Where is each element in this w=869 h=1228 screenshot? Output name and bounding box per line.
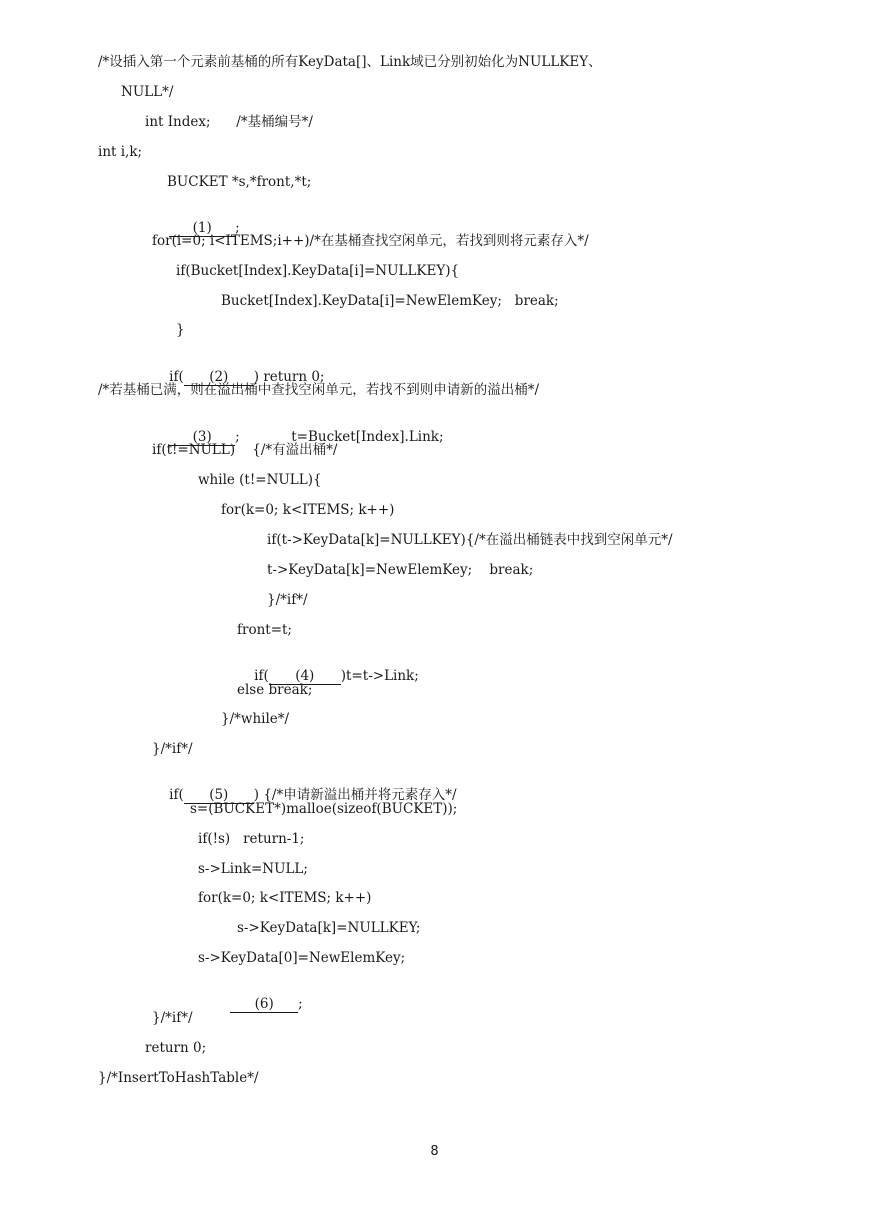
- code-s-keydata-null: s->KeyData[k]=NULLKEY;: [237, 920, 421, 936]
- code-if-overflow-keydata: if(t->KeyData[k]=NULLKEY){/*在溢出桶链表中找到空闲单元*/: [267, 532, 673, 548]
- fill-in-blank-1: (1): [169, 221, 235, 237]
- code-while: while (t!=NULL){: [198, 472, 322, 488]
- code-end-while: }/*while*/: [221, 711, 290, 727]
- code-text: if(: [169, 369, 184, 385]
- code-if-keydata: if(Bucket[Index].KeyData[i]=NULLKEY){: [176, 263, 460, 279]
- fill-in-blank-3: (3): [169, 430, 235, 446]
- page-number: 8: [430, 1144, 439, 1159]
- code-decl-index: int Index; /*基桶编号*/: [145, 114, 313, 130]
- code-text: ) return 0;: [253, 369, 325, 385]
- code-comment-overflow: /*若基桶已满，则在溢出桶中查找空闲单元，若找不到则申请新的溢出桶*/: [98, 382, 540, 398]
- code-malloc: s=(BUCKET*)malloe(sizeof(BUCKET));: [190, 801, 458, 817]
- code-function-end: }/*InsertToHashTable*/: [98, 1070, 259, 1086]
- fill-in-blank-4: (4): [269, 669, 341, 685]
- code-else-break: else break;: [237, 682, 313, 698]
- code-comment-init-cont: NULL*/: [121, 84, 174, 100]
- code-for-loop-i: for(i=0; i<ITEMS;i++)/*在基桶查找空闲单元，若找到则将元素存入*/: [152, 233, 589, 249]
- code-text: if(: [254, 668, 269, 684]
- code-for-loop-k: for(k=0; k<ITEMS; k++): [221, 502, 395, 518]
- code-decl-ik: int i,k;: [98, 144, 143, 160]
- code-s-link-null: s->Link=NULL;: [198, 861, 308, 877]
- code-line-blank-6: [213, 980, 303, 1029]
- code-if-not-s: if(!s) return-1;: [198, 831, 305, 847]
- code-text: ) {/*申请新溢出桶并将元素存入*/: [253, 787, 457, 803]
- code-s-keydata-0: s->KeyData[0]=NewElemKey;: [198, 950, 406, 966]
- code-text: )t=t->Link;: [340, 668, 419, 684]
- code-end-if: }/*if*/: [267, 592, 308, 608]
- code-end-if-2: }/*if*/: [152, 1010, 193, 1026]
- code-decl-bucket: BUCKET *s,*front,*t;: [167, 174, 312, 190]
- code-text: if(: [169, 787, 184, 803]
- code-text: ;: [298, 996, 303, 1012]
- fill-in-blank-5: (5): [184, 788, 254, 804]
- code-return-0: return 0;: [145, 1040, 207, 1056]
- code-front-assign: front=t;: [237, 622, 292, 638]
- code-close-brace: }: [176, 322, 185, 338]
- code-assign-overflow: t->KeyData[k]=NewElemKey; break;: [267, 562, 534, 578]
- code-text: ; t=Bucket[Index].Link;: [235, 429, 444, 445]
- code-if-t-not-null: if(t!=NULL) {/*有溢出桶*/: [152, 442, 338, 458]
- code-end-if-outer: }/*if*/: [152, 741, 193, 757]
- fill-in-blank-6: (6): [230, 997, 298, 1013]
- code-text: ;: [235, 220, 240, 236]
- code-assign-keydata: Bucket[Index].KeyData[i]=NewElemKey; break;: [221, 293, 559, 309]
- code-comment-init: /*设插入第一个元素前基桶的所有KeyData[]、Link域已分别初始化为NULLKEY、: [98, 54, 602, 70]
- fill-in-blank-2: (2): [184, 370, 254, 386]
- code-for-loop-s: for(k=0; k<ITEMS; k++): [198, 890, 372, 906]
